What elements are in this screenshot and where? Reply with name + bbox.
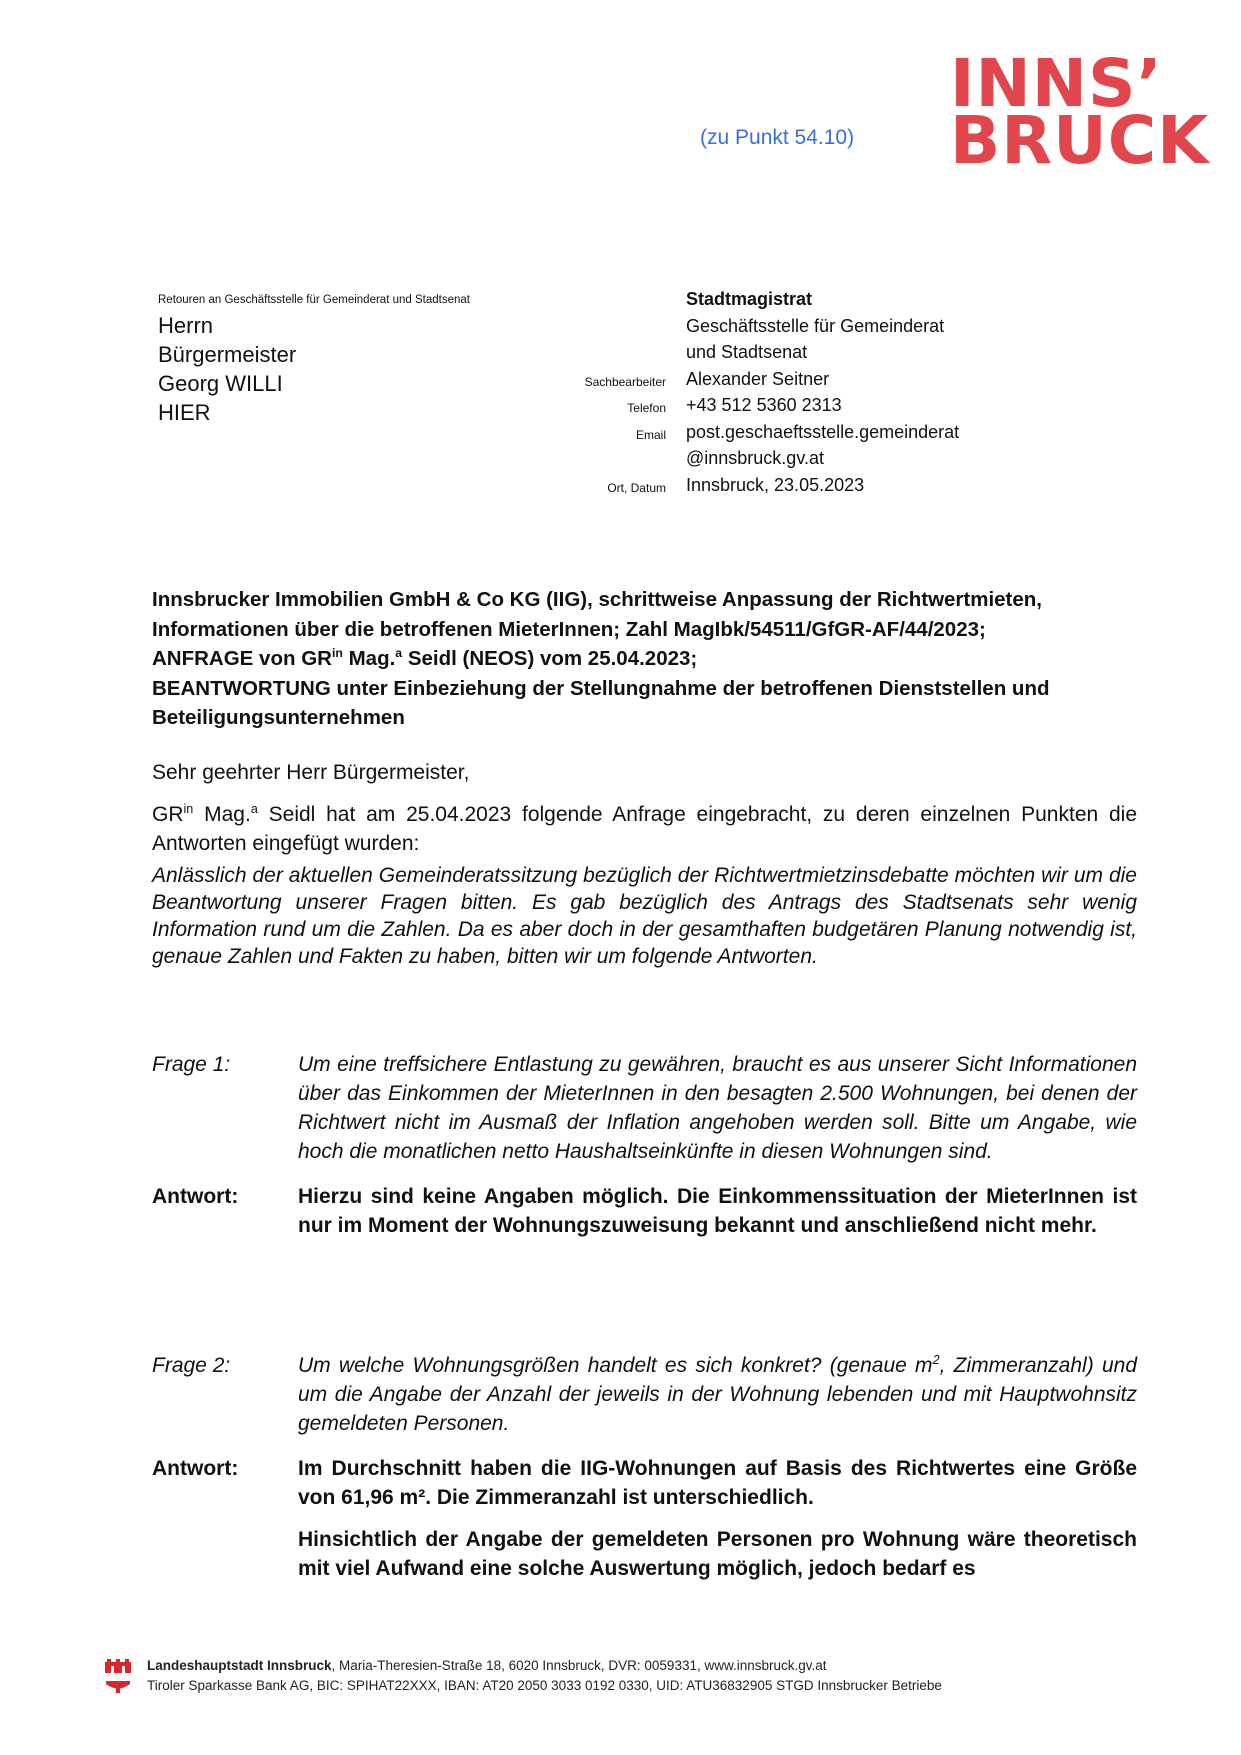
email-address: post.geschaeftsstelle.gemeinderat [686, 421, 960, 442]
question-text: Um welche Wohnungsgrößen handelt es sich konkret? (genaue $m^2$, Zimmeranzahl) und um die Angabe der Anzahl der jeweils in der Wohnung lebenden und mit Hauptwohnsitz gemeldeten Personen. [298, 1353, 1137, 1435]
bridge-icon [103, 1678, 133, 1694]
sender-block [560, 286, 1000, 498]
city-crest-icon [103, 1658, 133, 1674]
question-text: Um eine treffsichere Entlastung zu gewähren, braucht es aus unserer Sicht Informationen über das Einkommen der MieterInnen in den besagten 2.500 Wohnungen, bei denen der Richtwert nicht im Ausmaß der Inflation angehoben werden soll. Bitte um Angabe, wie hoch die monatlichen netto Haushaltseinkünfte in diesen Wohnungen sind. [298, 1053, 1137, 1163]
innsbruck-logo [950, 45, 1210, 179]
intro-paragraph: $GR^{in}$ Mag.$^a$ Seidl hat am 25.04.2023 folgende Anfrage eingebracht, zu deren einzelnen Punkten die Antworten eingefügt wurden: [152, 802, 1138, 855]
return-address-line: Retouren an Geschäftsstelle für Gemeinderat und Stadtsenat [158, 294, 470, 306]
recipient-address [158, 311, 296, 427]
clerk-label: Sachbearbeiter [584, 374, 666, 389]
recipient-line: HIER [158, 400, 211, 425]
answer-paragraph: Hinsichtlich der Angabe der gemeldeten Personen pro Wohnung wäre theoretisch mit viel Aufwand eine solche Auswertung möglich, jedoch bedarf es [298, 1528, 1137, 1580]
phone-label: Telefon [627, 401, 666, 415]
clerk-name: Alexander Seitner [686, 368, 830, 389]
footer [103, 1656, 1103, 1696]
answer-paragraph: Im Durchschnitt haben die IIG-Wohnungen auf Basis des Richtwertes eine Größe von 61,96 m². Die Zimmeranzahl ist unterschiedlich. [298, 1457, 1137, 1509]
inquiry-preamble: Anlässlich der aktuellen Gemeinderatssitzung bezüglich der Richtwertmietzinsdebatte möchten wir um die Beantwortung unserer Fragen bitten. Es gab bezüglich des Antrags des Stadtsenats sehr wenig Information rund um die Zahlen. Da es aber doch in der gesamthaften budgetären Planung notwendig ist, genaue Zahlen und Fakten zu haben, bitten wir um folgende Antworten. [152, 864, 1137, 968]
recipient-line: Herrn [158, 313, 214, 338]
question-answer-1 [152, 1050, 1137, 1256]
footer-line-2: Tiroler Sparkasse Bank AG, BIC: SPIHAT22XXX, IBAN: AT20 2050 3033 0192 0330, UID: ATU36832905 STGD Innsbrucker Betriebe [147, 1678, 942, 1693]
reference-note: (zu Punkt 54.10) [700, 126, 855, 149]
recipient-line: Bürgermeister [158, 342, 297, 367]
answer-text [298, 1454, 1137, 1596]
answer-label: Antwort: [152, 1457, 239, 1480]
question-label: Frage 1: [152, 1053, 231, 1076]
logo-line-1: INNS’ [950, 45, 1163, 122]
answer-text: Hierzu sind keine Angaben möglich. Die Einkommenssituation der MieterInnen ist nur im Moment der Wohnungszuweisung bekannt und anschließend nicht mehr. [298, 1185, 1137, 1237]
footer-line-1: Landeshauptstadt Innsbruck, Maria-Theresien-Straße 18, 6020 Innsbruck, DVR: 0059331, www.innsbruck.gv.at [147, 1658, 827, 1673]
date-label: Ort, Datum [607, 480, 666, 495]
sender-dept: und Stadtsenat [686, 342, 808, 362]
question-label: Frage 2: [152, 1354, 231, 1377]
question-answer-2 [152, 1351, 1137, 1612]
answer-label: Antwort: [152, 1185, 239, 1208]
subject-line: Innsbrucker Immobilien GmbH & Co KG (IIG), schrittweise Anpassung der Richtwertmieten, Informationen über die betroffenen MieterInnen; Zahl MagIbk/54511/GfGR-AF/44/2023; [152, 588, 1042, 641]
email-label: Email [635, 427, 666, 442]
recipient-line: Georg WILLI [158, 371, 283, 396]
salutation: Sehr geehrter Herr Bürgermeister, [152, 761, 470, 784]
email-address-domain: @innsbruck.gv.at [686, 448, 824, 468]
phone-number: +43 512 5360 2313 [686, 395, 842, 415]
subject-block [152, 585, 1137, 733]
place-date: Innsbruck, 23.05.2023 [686, 474, 865, 495]
subject-answer-line: BEANTWORTUNG unter Einbeziehung der Stellungnahme der betroffenen Dienststellen und Beteiligungsunternehmen [152, 676, 1050, 729]
sender-title: Stadtmagistrat [686, 289, 813, 309]
logo-line-2: BRUCK [950, 101, 1210, 179]
subject-request-line: ANFRAGE von $GR^{in}$ Mag.$^a$ Seidl (NEOS) vom 25.04.2023; [152, 646, 698, 670]
sender-dept: Geschäftsstelle für Gemeinderat [686, 315, 945, 336]
